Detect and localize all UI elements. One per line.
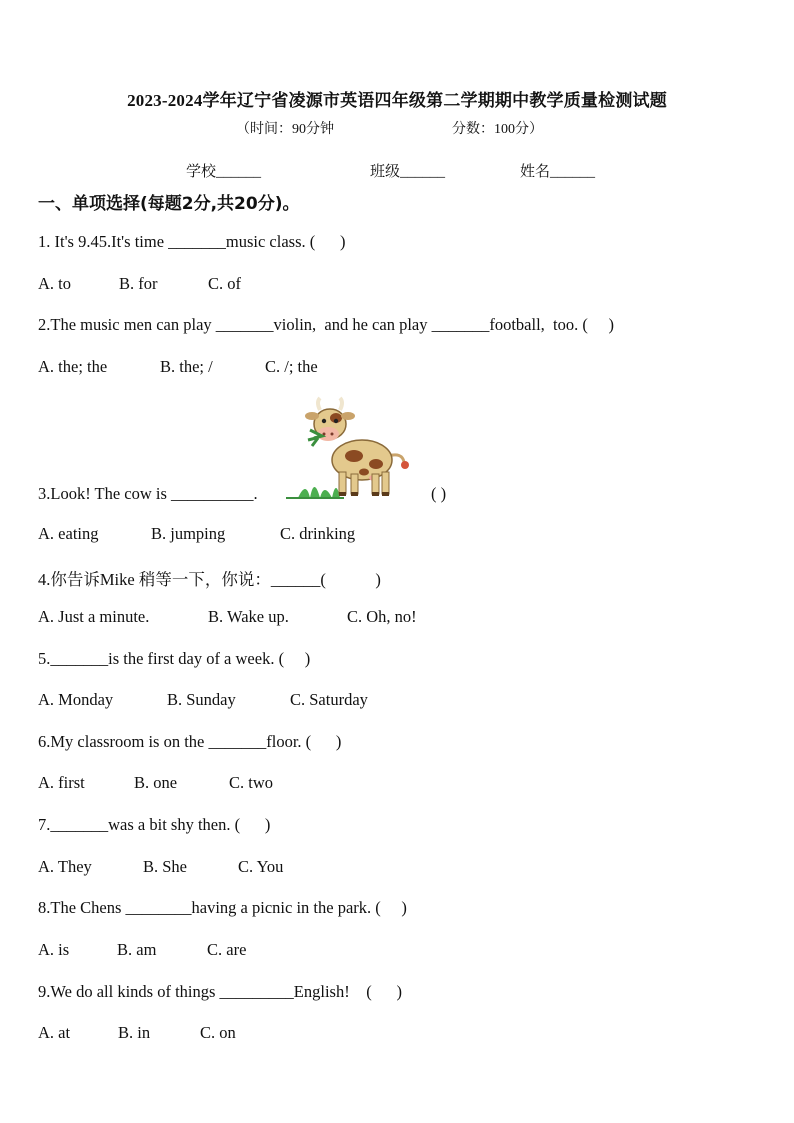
question-1: 1. It's 9.45.It's time _______music class. ( ) xyxy=(38,232,346,251)
q2-option-a: A. the; the xyxy=(38,357,108,376)
class-field: 班级______ xyxy=(370,164,446,180)
q2-option-c: C. /; the xyxy=(265,357,318,376)
q7-option-a: A. They xyxy=(38,857,92,876)
q3-option-c: C. drinking xyxy=(280,524,356,543)
q6-option-c: C. two xyxy=(229,773,274,792)
section-heading: 一、单项选择(每题2分,共20分)。 xyxy=(38,194,300,214)
question-8: 8.The Chens ________having a picnic in the park. ( ) xyxy=(38,898,407,917)
q6-option-b: B. one xyxy=(134,773,178,792)
q9-option-b: B. in xyxy=(118,1023,151,1042)
exam-score: 分数：100分） xyxy=(452,122,543,137)
q1-option-b: B. for xyxy=(119,274,158,293)
question-7: 7._______was a bit shy then. ( ) xyxy=(38,815,271,834)
exam-title: 2023-2024学年辽宁省凌源市英语四年级第二学期期中教学质量检测试题 xyxy=(127,91,667,110)
school-field: 学校______ xyxy=(186,164,262,180)
q9-option-a: A. at xyxy=(38,1023,71,1042)
q2-option-b: B. the; / xyxy=(160,357,213,376)
grass-icon xyxy=(286,487,344,498)
q4-option-a: A. Just a minute. xyxy=(38,607,150,626)
question-3: 3.Look! The cow is __________. xyxy=(38,484,258,503)
question-5: 5._______is the first day of a week. ( ) xyxy=(38,649,311,668)
exam-time: （时间：90分钟 xyxy=(236,122,334,137)
q8-option-b: B. am xyxy=(117,940,157,959)
q6-option-a: A. first xyxy=(38,773,85,792)
q4-option-b: B. Wake up. xyxy=(208,607,289,626)
question-6: 6.My classroom is on the _______floor. ( ) xyxy=(38,732,342,751)
question-2: 2.The music men can play _______violin, and he can play _______football, too. ( ) xyxy=(38,315,615,334)
q5-option-b: B. Sunday xyxy=(167,690,236,709)
q3-option-a: A. eating xyxy=(38,524,99,543)
q1-option-c: C. of xyxy=(208,274,241,293)
q8-option-a: A. is xyxy=(38,940,70,959)
q9-option-c: C. on xyxy=(200,1023,236,1042)
cow-eating-grass-image xyxy=(284,394,420,502)
q5-option-c: C. Saturday xyxy=(290,690,368,709)
q3-answer-paren: ( ) xyxy=(431,484,447,503)
q5-option-a: A. Monday xyxy=(38,690,114,709)
q8-option-c: C. are xyxy=(207,940,247,959)
q3-option-b: B. jumping xyxy=(151,524,226,543)
name-field: 姓名______ xyxy=(520,164,596,180)
q4-option-c: C. Oh, no! xyxy=(347,607,417,626)
question-9: 9.We do all kinds of things _________English! ( ) xyxy=(38,982,402,1001)
q7-option-b: B. She xyxy=(143,857,188,876)
question-4: 4.你告诉Mike 稍等一下，你说：______( ) xyxy=(38,570,381,589)
q1-option-a: A. to xyxy=(38,274,71,293)
q7-option-c: C. You xyxy=(238,857,284,876)
